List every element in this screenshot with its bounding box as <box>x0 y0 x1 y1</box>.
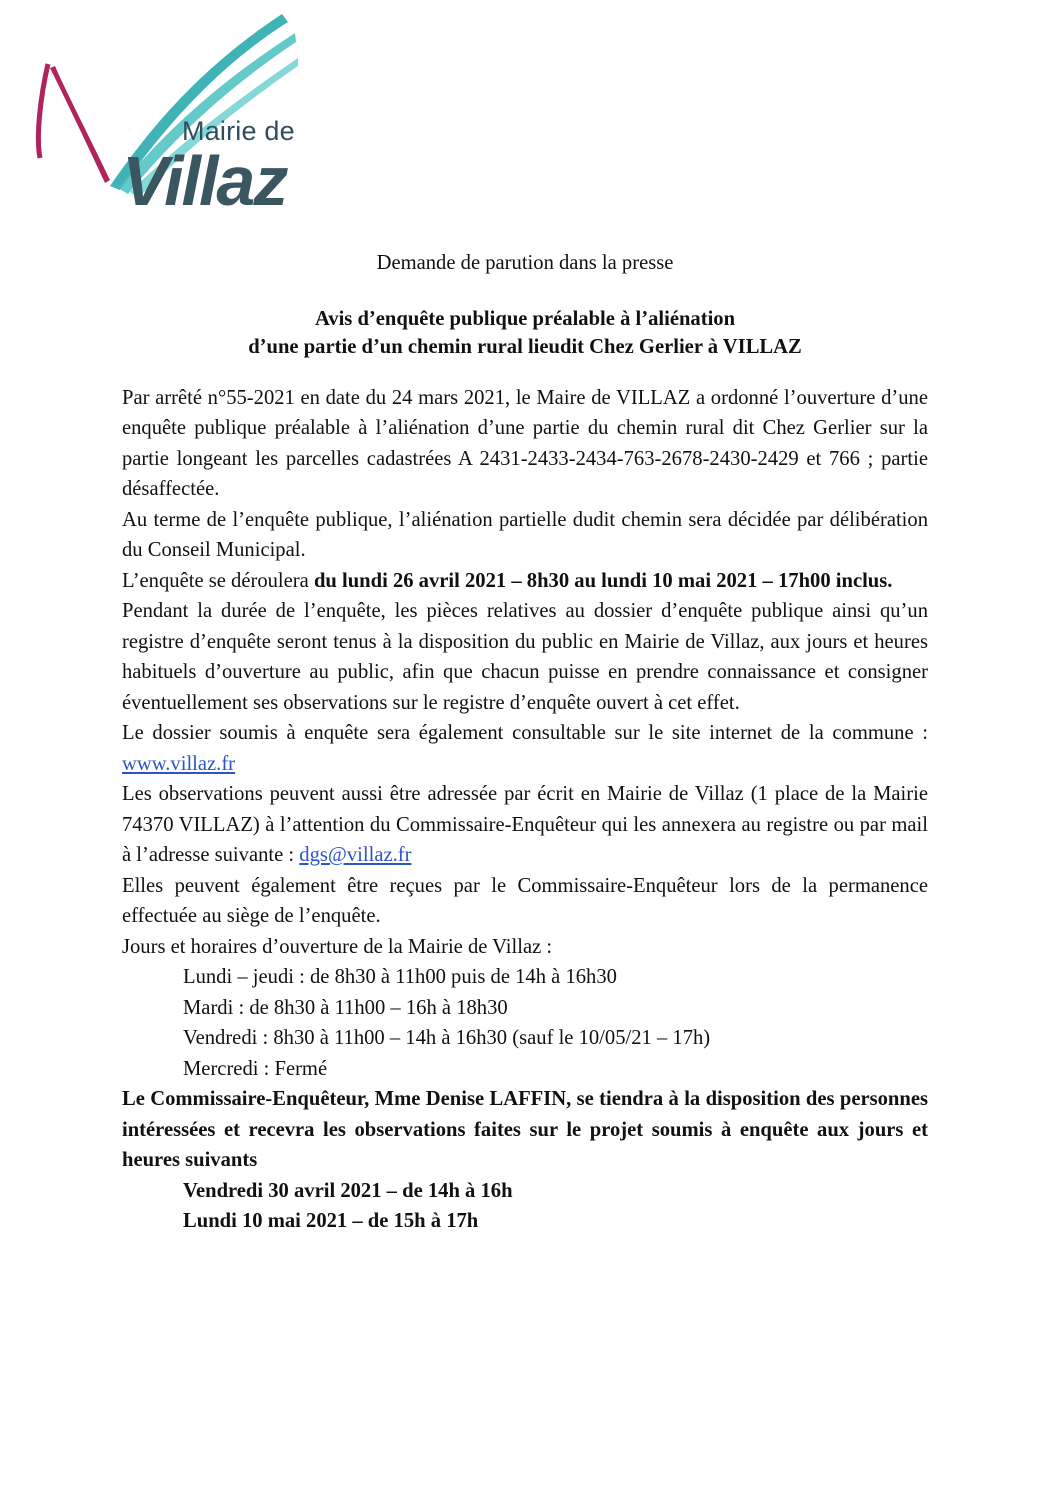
email-link[interactable]: dgs@villaz.fr <box>299 844 412 866</box>
request-line: Demande de parution dans la presse <box>376 252 674 274</box>
dates-bold: du lundi 26 avril 2021 – 8h30 au lundi 10 mai 2021 – 17h00 inclus. <box>313 569 893 592</box>
observations-lead: Les observations peuvent aussi être adressée par écrit en Mairie de Villaz (1 place de la Mairie 74370 VILLAZ) à l’attention du Commissaire-Enquêteur qui les annexera au registre ou par mail à l’adresse suivante : <box>122 783 928 866</box>
hours-item: Vendredi : 8h30 à 11h00 – 14h à 16h30 (sauf le 10/05/21 – 17h) <box>183 1027 711 1049</box>
paragraph-alienation: Au terme de l’enquête publique, l’aliénation partielle dudit chemin sera décidée par délibération du Conseil Municipal. <box>122 508 928 561</box>
paragraph-dates <box>122 566 928 597</box>
mairie-logo <box>10 8 310 238</box>
document-body <box>122 248 928 1237</box>
paragraph-arrete: Par arrêté n°55-2021 en date du 24 mars 2021, le Maire de VILLAZ a ordonné l’ouverture d’une enquête publique préalable à l’aliénation d’une partie du chemin rural dit Chez Gerlier sur la partie longeant les parcelles cadastrées A 2431-2433-2434-763-2678-2430-2429 et 766 ; partie désaffectée. <box>122 386 928 500</box>
logo-text-villaz: Villaz <box>122 142 287 220</box>
paragraph-permanence: Elles peuvent également être reçues par le Commissaire-Enquêteur lors de la permanence effectuée au siège de l’enquête. <box>122 874 928 927</box>
hours-list <box>122 962 928 1084</box>
paragraph-observations <box>122 779 928 871</box>
logo-text-small: Mairie de <box>182 116 295 146</box>
paragraph-dossier: Pendant la durée de l’enquête, les pièces relatives au dossier d’enquête publique ainsi qu’un registre d’enquête seront tenus à la disposition du public en Mairie de Villaz, aux jours et heures habituels d’ouverture au public, afin que chacun puisse en prendre connaissance et consigner éventuellement ses observations sur le registre d’enquête ouvert à cet effet. <box>122 600 928 714</box>
website-link[interactable]: www.villaz.fr <box>122 752 236 775</box>
hours-item: Lundi – jeudi : de 8h30 à 11h00 puis de 14h à 16h30 <box>183 966 617 988</box>
hours-item: Mercredi : Fermé <box>183 1057 328 1080</box>
dates-lead: L’enquête se déroulera <box>122 569 314 592</box>
session-item: Vendredi 30 avril 2021 – de 14h à 16h <box>183 1179 513 1202</box>
sessions-list <box>122 1176 928 1237</box>
site-lead: Le dossier soumis à enquête sera également consultable sur le site internet de la commune : <box>122 722 928 744</box>
title-line-2: d’une partie d’un chemin rural lieudit Chez Gerlier à VILLAZ <box>248 335 802 358</box>
hours-heading: Jours et horaires d’ouverture de la Mairie de Villaz : <box>122 935 553 958</box>
hours-item: Mardi : de 8h30 à 11h00 – 16h à 18h30 <box>183 996 508 1019</box>
paragraph-site <box>122 718 928 779</box>
title-line-1: Avis d’enquête publique préalable à l’aliénation <box>314 307 736 330</box>
paragraph-commissaire: Le Commissaire-Enquêteur, Mme Denise LAFFIN, se tiendra à la disposition des personnes intéressées et recevra les observations faites sur le projet soumis à enquête aux jours et heures suivants <box>122 1088 928 1171</box>
notice-title <box>122 305 928 361</box>
session-item: Lundi 10 mai 2021 – de 15h à 17h <box>183 1210 479 1232</box>
